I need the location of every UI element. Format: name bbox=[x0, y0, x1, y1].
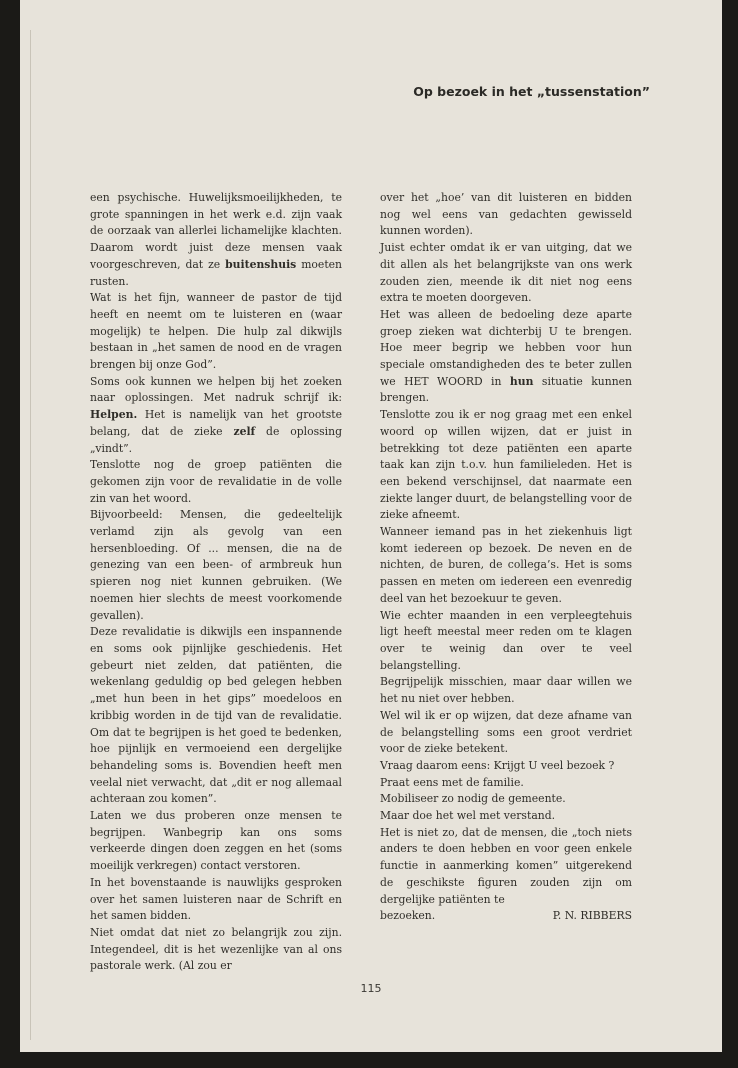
paragraph: Laten we dus proberen onze mensen te begrijpen. Wanbegrip kan ons soms verkeerde dingen doen zeggen en het (soms moeilijk verkregen) contact verstoren. bbox=[90, 809, 342, 873]
paragraph: Deze revalidatie is dikwijls een inspannende en soms ook pijnlijke geschiedenis. Het gebeurt niet zelden, dat patiënten, die wekenlang geduldig op bed gelegen hebben „met hun been in het gips” moedeloos en kribbig worden in de tijd van de revalidatie. Om dat te begrijpen is het goed te bedenken, hoe pijnlijk en vermoeiend een dergelijke behandeling soms is. Bovendien heeft men veelal niet verwacht, dat „dit er nog allemaal achteraan zou komen”. bbox=[90, 625, 342, 806]
paragraph: Mobiliseer zo nodig de gemeente. bbox=[380, 792, 566, 806]
paragraph: Begrijpelijk misschien, maar daar willen we het nu niet over hebben. bbox=[380, 675, 632, 706]
closing-line bbox=[380, 908, 632, 925]
paragraph: Wanneer iemand pas in het ziekenhuis ligt komt iedereen op bezoek. De neven en de nichten, de buren, de collega’s. Het is soms passen en meten om iedereen een evenredig deel van het bezoekuur te geven. bbox=[380, 525, 632, 605]
right-column bbox=[380, 190, 632, 925]
paragraph: over het „hoe’ van dit luisteren en bidden nog wel eens van gedachten gewisseld kunnen worden). bbox=[380, 191, 632, 238]
paragraph: Tenslotte nog de groep patiënten die gekomen zijn voor de revalidatie in de volle zin van het woord. bbox=[90, 458, 342, 505]
closing-word: bezoeken. bbox=[380, 909, 436, 923]
running-header: Op bezoek in het „tussenstation” bbox=[413, 84, 650, 99]
paragraph: Het was alleen de bedoeling deze aparte groep zieken wat dichterbij U te brengen. Hoe meer begrip we hebben voor hun speciale omstandigheden des te beter zullen we HET WOORD in hun situatie kunnen brengen. bbox=[380, 307, 633, 405]
paragraph: Bijvoorbeeld: Mensen, die gedeeltelijk verlamd zijn als gevolg van een hersenbloeding. Of ... mensen, die na de genezing van een been- of armbreuk hun spieren nog niet kunnen gebruiken. (We noemen hier slechts de meest voorkomende gevallen). bbox=[90, 508, 342, 622]
document-page bbox=[20, 0, 722, 1052]
paragraph: Wie echter maanden in een verpleegtehuis ligt heeft meestal meer reden om te klagen over te weinig dan over te veel belangstelling. bbox=[380, 608, 632, 672]
page-number: 115 bbox=[360, 982, 382, 995]
author-signature: P. N. RIBBERS bbox=[552, 909, 632, 923]
paragraph: Niet omdat dat niet zo belangrijk zou zijn. Integendeel, dit is het wezenlijke van al ons pastorale werk. (Al zou er bbox=[90, 925, 342, 973]
paragraph: een psychische. Huwelijksmoeilijkheden, te grote spanningen in het werk e.d. zijn vaak de oorzaak van allerlei lichamelijke klachten. Daarom wordt juist deze mensen vaak voorgeschreven, dat ze buitenshuis moeten rusten. bbox=[90, 191, 343, 288]
paragraph: Juist echter omdat ik er van uitging, dat we dit allen als het belangrijkste van ons werk zouden zien, meende ik dit niet nog eens extra te moeten doorgeven. bbox=[380, 241, 632, 305]
paragraph: Soms ook kunnen we helpen bij het zoeken naar oplossingen. Met nadruk schrijf ik: Helpen. Het is namelijk van het grootste belang, dat de zieke zelf de oplossing „vindt”. bbox=[90, 374, 342, 455]
paragraph: In het bovenstaande is nauwlijks gesproken over het samen luisteren naar de Schrift en het samen bidden. bbox=[90, 875, 342, 923]
paragraph: Wat is het fijn, wanneer de pastor de tijd heeft en neemt om te luisteren en (waar mogelijk) te helpen. Die hulp zal dikwijls bestaan in „het samen de nood en de vragen brengen bij onze God”. bbox=[90, 291, 342, 372]
paragraph: Het is niet zo, dat de mensen, die „toch niets anders te doen hebben en voor geen enkele functie in aanmerking komen” uitgerekend de geschikste figuren zouden zijn om dergelijke patiënten te bbox=[380, 825, 632, 906]
paragraph: Praat eens met de familie. bbox=[380, 775, 524, 789]
paragraph: Maar doe het wel met verstand. bbox=[380, 809, 556, 823]
paragraph: Vraag daarom eens: Krijgt U veel bezoek ? bbox=[380, 758, 615, 772]
paragraph: Wel wil ik er op wijzen, dat deze afname van de belangstelling soms een groot verdriet voor de zieke betekent. bbox=[380, 708, 632, 756]
left-column bbox=[90, 190, 342, 975]
page-edge-shadow bbox=[30, 30, 31, 1040]
paragraph: Tenslotte zou ik er nog graag met een enkel woord op willen wijzen, dat er juist in betrekking tot deze patiënten een aparte taak kan zijn t.o.v. hun familieleden. Het is een bekend verschijnsel, dat naarmate een ziekte langer duurt, de belangstelling voor de zieke afneemt. bbox=[380, 408, 632, 522]
